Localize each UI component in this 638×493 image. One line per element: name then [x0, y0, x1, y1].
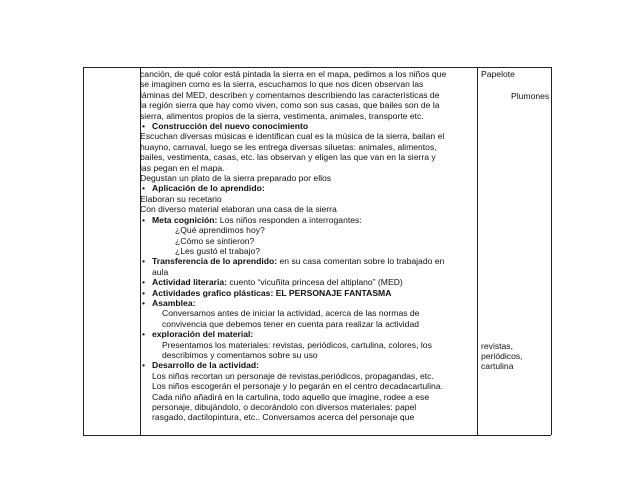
bullet-meta-cognicion	[140, 215, 477, 225]
bullet-text: Los niños responden a interrogantes:	[217, 214, 362, 225]
bullet-title: Actividad literaria:	[152, 277, 227, 288]
text-line: describimos y comentamos sobre su uso	[162, 349, 318, 360]
text-line: canción, de qué color está pintada la sierra en el mapa, pedimos a los niños que	[140, 69, 447, 79]
bullet-icon: •	[142, 360, 146, 371]
bullet-grafico-plasticas	[140, 288, 477, 298]
table-right-border	[551, 67, 552, 435]
bullet-construccion	[140, 121, 477, 131]
bullet-icon: •	[142, 277, 146, 288]
bullet-title: Actividades grafico plásticas: EL PERSONAJE FANTASMA	[152, 287, 392, 298]
text-line: huayno, carnaval, luego se les entrega diversas siluetas: animales, alimentos,	[140, 141, 437, 152]
bullet-aplicacion	[140, 183, 477, 193]
bullet-title: Asamblea:	[152, 297, 196, 308]
bullet-title: exploración del material:	[152, 329, 254, 340]
table-column-divider-2	[477, 67, 478, 435]
text-line: Los niños escogerán el personaje y lo pegarán en el centro decadacartulina.	[152, 381, 443, 392]
bullet-actividad-literaria	[140, 277, 477, 287]
bullet-title: Aplicación de lo aprendido:	[152, 183, 265, 194]
text-line: bailes, vestimenta, casas, etc. las observan y eligen las que van en la sierra y	[140, 152, 436, 163]
text-line: Escuchan diversas músicas e identifican cual es la música de la sierra, bailan el	[140, 131, 445, 142]
bullet-icon: •	[142, 329, 146, 340]
bullet-icon: •	[142, 256, 146, 267]
bullet-text: cuento “vicuñita princesa del altiplano” (MED)	[226, 277, 403, 288]
bullet-title: Transferencia de lo aprendido:	[152, 256, 278, 267]
text-line: Con diverso material elaboran una casa de la sierra	[140, 204, 337, 215]
resource-periodicos: periódicos,	[481, 351, 523, 361]
table-bottom-border	[83, 435, 551, 436]
bullet-title: Meta cognición:	[152, 214, 218, 225]
text-line: las pegan en el mapa.	[140, 162, 225, 173]
text-line: la región sierra que hay como viven, como son sus casas, que bailes son de la	[140, 100, 440, 111]
resource-plumones: Plumones	[511, 91, 550, 101]
text-line: Cada niño añadirá en la cartulina, todo aquello que imagine, rodee a ese	[152, 391, 430, 402]
text-line: se imaginen como es la sierra, escuchamos lo que nos dicen observan las	[140, 79, 424, 90]
bullet-exploracion	[140, 329, 477, 339]
bullet-asamblea	[140, 298, 477, 308]
question-line: ¿Qué aprendimos hoy?	[175, 225, 265, 236]
resource-revistas: revistas,	[481, 341, 513, 351]
bullet-title: Desarrollo de la actividad:	[152, 360, 259, 371]
bullet-icon: •	[142, 287, 146, 298]
question-line: ¿Les gustó el trabajo?	[175, 245, 261, 256]
bullet-icon: •	[142, 121, 146, 132]
text-line: sierra, alimentos propios de la sierra, vestimenta, animales, transporte etc.	[140, 110, 424, 121]
text-line: Presentamos los materiales: revistas, periódicos, cartulina, colores, los	[162, 339, 432, 350]
text-line: convivencia que debemos tener en cuenta para realizar la actividad	[162, 318, 420, 329]
bullet-desarrollo	[140, 360, 477, 370]
bullet-icon: •	[142, 297, 146, 308]
text-line: personaje, dibujándolo, o decorándolo con diversos materiales: papel	[152, 402, 417, 412]
text-line: aula	[152, 266, 169, 277]
question-line: ¿Cómo se sintieron?	[175, 235, 255, 246]
table-top-border	[83, 67, 551, 68]
activity-description-cell	[140, 69, 477, 423]
resource-cartulina: cartulina	[481, 361, 514, 371]
bullet-icon: •	[142, 183, 146, 194]
bullet-title: Construcción del nuevo conocimiento	[152, 121, 309, 132]
text-line: láminas del MED, describen y comentamos describiendo las características de	[140, 89, 440, 100]
text-line: Conversamos antes de iniciar la actividad, acerca de las normas de	[162, 308, 420, 319]
text-line: Los niños recortan un personaje de revistas,periódicos, propagandas, etc.	[152, 370, 434, 381]
bullet-text: en su casa comentan sobre lo trabajado en	[277, 256, 445, 267]
text-line: Degustan un plato de la sierra preparado por ellos	[140, 173, 332, 184]
text-line: rasgado, dactilopintura, etc.. Conversamos acerca del personaje que	[152, 412, 415, 423]
resource-papelote: Papelote	[481, 69, 515, 79]
text-line: Elaboran su recetario	[140, 193, 222, 204]
bullet-transferencia	[140, 256, 477, 266]
bullet-icon: •	[142, 214, 146, 225]
table-left-border	[83, 67, 84, 435]
